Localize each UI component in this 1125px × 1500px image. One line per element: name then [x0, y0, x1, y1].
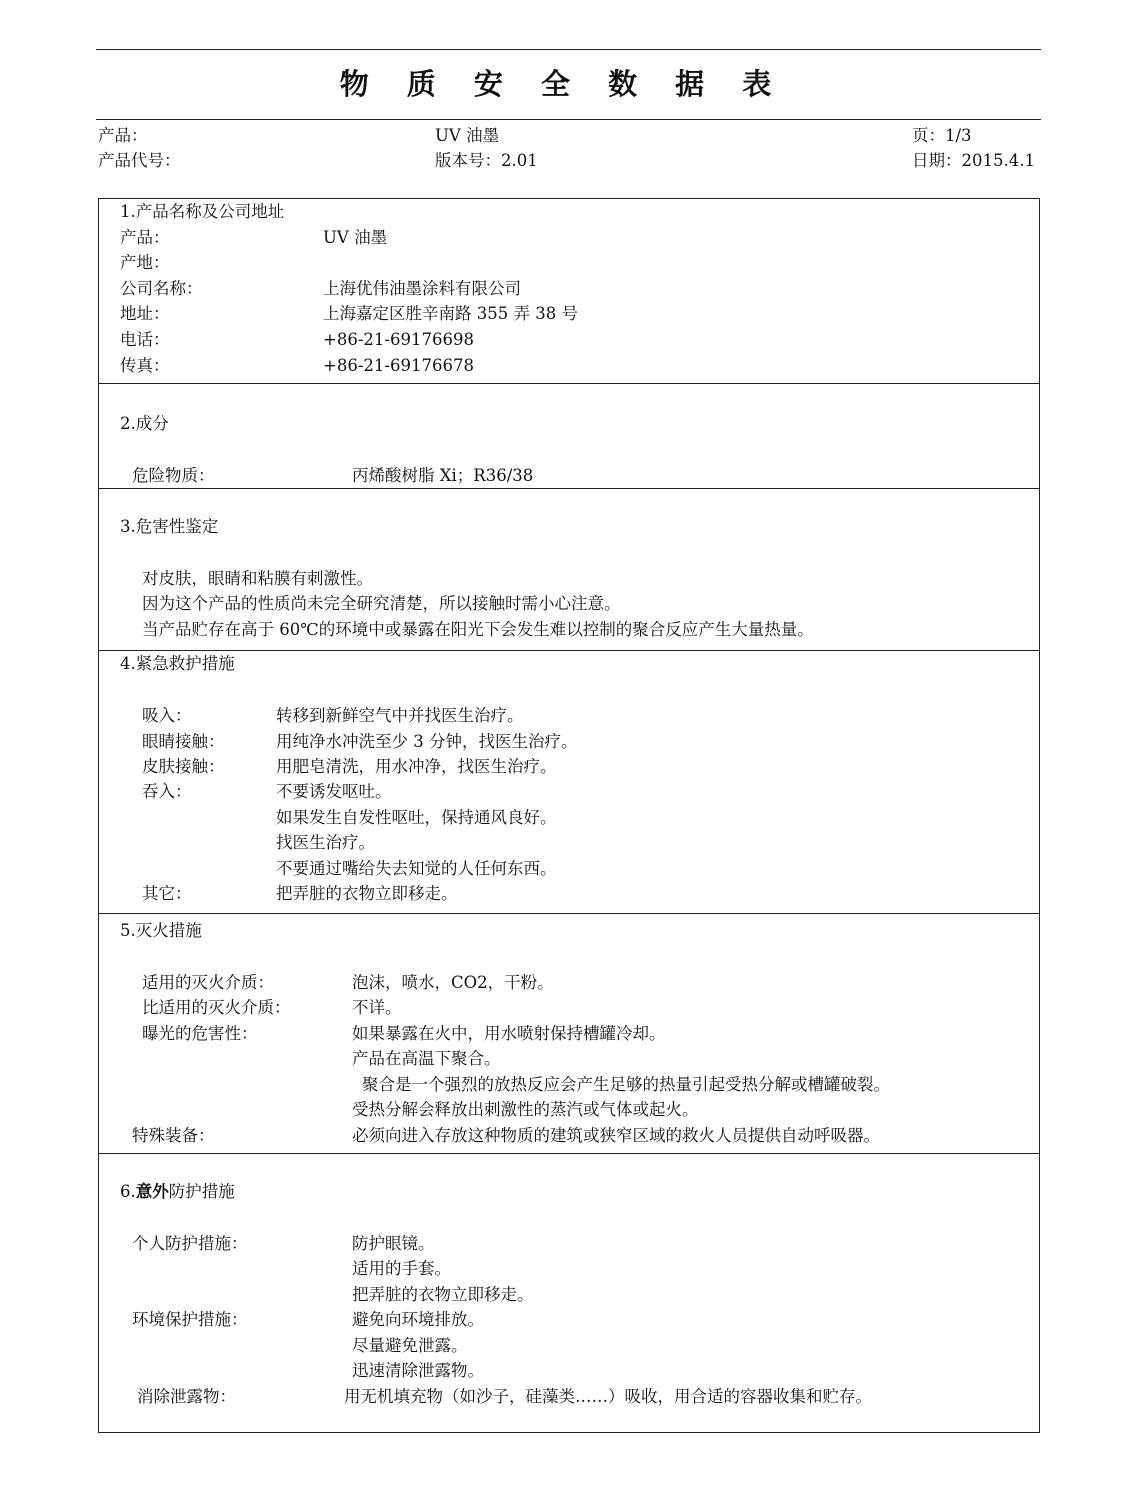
top-rule	[96, 49, 1041, 50]
section4-value: 找医生治疗。	[276, 833, 375, 852]
section6-value: 避免向环境排放。	[352, 1310, 484, 1329]
section5-value: 产品在高温下聚合。	[352, 1049, 501, 1068]
header-product-value: UV 油墨	[435, 126, 500, 145]
section6-label: 个人防护措施：	[132, 1234, 248, 1253]
header-page: 页：1/3	[912, 126, 972, 145]
section4-value: 如果发生自发性呕吐，保持通风良好。	[276, 808, 557, 827]
section6-heading-suffix: 防护措施	[168, 1182, 235, 1201]
section6-value: 把弄脏的衣物立即移走。	[352, 1285, 534, 1304]
section4-label: 吞入：	[142, 782, 192, 801]
section-divider-4	[98, 913, 1040, 914]
section4-value: 用纯净水冲洗至少 3 分钟，找医生治疗。	[276, 732, 578, 751]
header-version: 版本号：2.01	[435, 151, 538, 170]
section3-heading: 3.危害性鉴定	[120, 517, 219, 536]
section4-value: 用肥皂清洗，用水冲净，找医生治疗。	[276, 757, 557, 776]
title-rule	[96, 119, 1041, 120]
header-code-label: 产品代号：	[98, 151, 181, 170]
section4-value: 把弄脏的衣物立即移走。	[276, 884, 458, 903]
section1-value: +86-21-69176678	[323, 356, 474, 375]
section6-heading-prefix: 6.	[120, 1182, 136, 1201]
section5-value: 如果暴露在火中，用水喷射保持槽罐冷却。	[352, 1024, 666, 1043]
section1-label: 传真：	[120, 356, 170, 375]
section5-label: 适用的灭火介质：	[142, 973, 274, 992]
section1-value: 上海优伟油墨涂料有限公司	[323, 279, 521, 298]
section4-value: 不要通过嘴给失去知觉的人任何东西。	[276, 859, 557, 878]
page-title: 物 质 安 全 数 据 表	[339, 67, 786, 101]
section3-line: 因为这个产品的性质尚未完全研究清楚，所以接触时需小心注意。	[142, 594, 621, 613]
section6-heading-bold: 意外	[135, 1182, 169, 1201]
header-product-label: 产品：	[98, 126, 148, 145]
section1-value: +86-21-69176698	[323, 330, 474, 349]
section1-value: 上海嘉定区胜辛南路 355 弄 38 号	[323, 304, 578, 323]
section-divider-2	[98, 488, 1040, 489]
section1-label: 公司名称：	[120, 279, 203, 298]
section1-label: 产地：	[120, 253, 170, 272]
section-divider-5	[98, 1153, 1040, 1154]
section1-heading: 1.产品名称及公司地址	[120, 202, 285, 221]
section6-heading	[120, 1184, 235, 1201]
section6-value: 用无机填充物（如沙子，硅藻类……）吸收，用合适的容器收集和贮存。	[344, 1387, 872, 1406]
section4-value: 不要诱发呕吐。	[276, 782, 392, 801]
section6-value: 适用的手套。	[352, 1259, 451, 1278]
section1-label: 地址：	[120, 304, 170, 323]
section5-label: 比适用的灭火介质：	[142, 998, 291, 1017]
section5-value: 聚合是一个强烈的放热反应会产生足够的热量引起受热分解或槽罐破裂。	[362, 1075, 890, 1094]
section2-heading: 2.成分	[120, 414, 169, 433]
section4-label: 眼睛接触：	[142, 732, 225, 751]
section-divider-1	[98, 383, 1040, 384]
section5-value: 不详。	[352, 998, 402, 1017]
section6-value: 尽量避免泄露。	[352, 1336, 468, 1355]
section5-heading: 5.灭火措施	[120, 921, 202, 940]
section5-label: 特殊装备：	[132, 1126, 215, 1145]
section1-value: UV 油墨	[323, 228, 388, 247]
section4-label: 皮肤接触：	[142, 757, 225, 776]
section1-label: 产品：	[120, 228, 170, 247]
section6-value: 防护眼镜。	[352, 1234, 435, 1253]
section5-value: 受热分解会释放出刺激性的蒸汽或气体或起火。	[352, 1100, 699, 1119]
section6-label: 消除泄露物：	[137, 1387, 236, 1406]
section5-label: 曝光的危害性：	[142, 1024, 258, 1043]
section1-label: 电话：	[120, 330, 170, 349]
section6-value: 迅速清除泄露物。	[352, 1361, 484, 1380]
section4-label: 吸入：	[142, 706, 192, 725]
section4-value: 转移到新鲜空气中并找医生治疗。	[276, 706, 524, 725]
section2-label: 危险物质：	[132, 466, 215, 485]
section4-heading: 4.紧急救护措施	[120, 654, 235, 673]
header-date: 日期：2015.4.1	[912, 151, 1035, 170]
section5-value: 泡沫，喷水，CO2，干粉。	[352, 973, 554, 992]
section3-line: 当产品贮存在高于 60℃的环境中或暴露在阳光下会发生难以控制的聚合反应产生大量热量。	[142, 620, 814, 639]
section-divider-3	[98, 650, 1040, 651]
section3-line: 对皮肤，眼睛和粘膜有刺激性。	[142, 569, 373, 588]
section5-value: 必须向进入存放这种物质的建筑或狭窄区域的救火人员提供自动呼吸器。	[352, 1126, 880, 1145]
section2-value: 丙烯酸树脂 Xi；R36/38	[352, 466, 534, 485]
section4-label: 其它：	[142, 884, 192, 903]
section6-label: 环境保护措施：	[132, 1310, 248, 1329]
